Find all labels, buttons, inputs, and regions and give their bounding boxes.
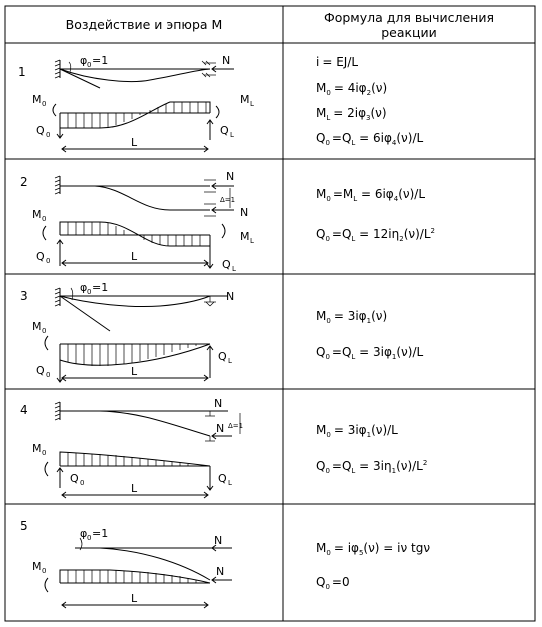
- row-4-diagram: [20, 397, 243, 498]
- svg-text:=1: =1: [92, 527, 109, 540]
- axial-force-label: N: [222, 54, 231, 67]
- formula-line: $M_0 = 3i\varphi_1(\nu)$: [316, 309, 388, 325]
- formula-line: $Q_0 =Q_L = 12i\eta_2(\nu)/L^2$: [316, 227, 435, 243]
- length-label: L: [131, 592, 138, 605]
- svg-text:Q: Q: [36, 250, 45, 263]
- svg-text:M: M: [32, 560, 42, 573]
- moment-diagram: [60, 102, 210, 128]
- row-4-formulas: [316, 423, 427, 475]
- svg-text:0: 0: [42, 567, 47, 575]
- row-1-formulas: [316, 55, 423, 147]
- deflection-curve: [60, 411, 210, 436]
- row-3-formulas: [316, 309, 423, 361]
- svg-text:Q: Q: [70, 472, 79, 485]
- formula-line: i = EJ/L: [316, 55, 359, 69]
- row-2-formulas: [316, 187, 435, 243]
- row-number: 4: [20, 403, 28, 417]
- axial-force-label: N: [226, 290, 235, 303]
- svg-text:Q: Q: [218, 472, 227, 485]
- displacement-label: Δ=1: [220, 196, 236, 204]
- row-number: 1: [18, 65, 26, 79]
- svg-text:0: 0: [42, 449, 47, 457]
- row-5-formulas: [316, 541, 430, 591]
- moment-diagram: [60, 452, 210, 466]
- fixed-support-icon: [55, 176, 60, 194]
- svg-text:M: M: [240, 230, 250, 243]
- moment-diagram: [60, 222, 210, 246]
- formula-line: $M_0 = 3i\varphi_1(\nu)/L$: [316, 423, 398, 439]
- svg-text:0: 0: [42, 215, 47, 223]
- formula-line: $M_0 = i\varphi_5(\nu) = i\nu$ tgν: [316, 541, 431, 557]
- moment-diagram: [60, 344, 210, 366]
- phi-label: φ: [80, 281, 88, 294]
- moment-arrow-icon: [43, 226, 46, 240]
- svg-text:0: 0: [87, 288, 92, 296]
- row-number: 5: [20, 519, 28, 533]
- displacement-label: Δ=1: [228, 422, 244, 430]
- header-right-title-line1: Формула для вычисления: [323, 10, 495, 25]
- svg-text:0: 0: [87, 534, 92, 542]
- svg-text:Q: Q: [220, 124, 229, 137]
- svg-text:L: L: [232, 265, 236, 273]
- length-label: L: [131, 482, 138, 495]
- header-right-title-line2: реакции: [381, 25, 437, 40]
- phi-label: φ: [80, 54, 88, 67]
- svg-text:M: M: [32, 442, 42, 455]
- svg-text:N: N: [216, 565, 225, 578]
- svg-text:0: 0: [46, 371, 51, 379]
- row-5-diagram: [20, 519, 232, 608]
- table-header: [66, 10, 494, 40]
- svg-text:Q: Q: [36, 124, 45, 137]
- roller-support-icon: [204, 180, 216, 216]
- row-1-diagram: [18, 54, 254, 152]
- svg-text:M: M: [32, 320, 42, 333]
- svg-text:0: 0: [42, 100, 47, 108]
- svg-text:M: M: [240, 93, 250, 106]
- moment-arrow-icon: [53, 104, 56, 116]
- svg-text:N: N: [240, 206, 249, 219]
- svg-text:0: 0: [42, 327, 47, 335]
- svg-text:0: 0: [87, 61, 92, 69]
- row-3-diagram: [20, 281, 234, 382]
- formula-line: $M_0 = 4i\varphi_2(\nu)$: [316, 81, 388, 97]
- formula-line: $Q_0 =Q_L = 6i\varphi_4(\nu)/L$: [316, 131, 424, 147]
- moment-arrow-icon: [222, 224, 225, 238]
- length-label: L: [131, 250, 138, 263]
- svg-text:M: M: [32, 93, 42, 106]
- svg-text:N: N: [216, 422, 225, 435]
- svg-text:0: 0: [46, 257, 51, 265]
- svg-text:=1: =1: [92, 54, 109, 67]
- deflection-curve: [60, 296, 210, 307]
- svg-text:N: N: [214, 397, 223, 410]
- moment-arrow-icon: [45, 462, 48, 476]
- deflection-curve: [60, 186, 210, 210]
- phi-label: φ: [80, 527, 88, 540]
- row-number: 3: [20, 289, 28, 303]
- svg-text:N: N: [226, 170, 235, 183]
- svg-text:0: 0: [80, 479, 85, 487]
- fixed-support-icon: [55, 60, 60, 78]
- row-number: 2: [20, 175, 28, 189]
- row-2-diagram: [20, 170, 254, 273]
- svg-text:Q: Q: [218, 350, 227, 363]
- svg-text:L: L: [230, 131, 234, 139]
- formula-line: $Q_0 =Q_L = 3i\eta_1(\nu)/L^2$: [316, 459, 428, 475]
- deflection-curve: [75, 548, 210, 580]
- svg-text:M: M: [32, 208, 42, 221]
- formula-line: $M_0 =M_L = 6i\varphi_4(\nu)/L$: [316, 187, 425, 203]
- moment-arrow-icon: [45, 578, 48, 592]
- svg-text:L: L: [228, 357, 232, 365]
- header-left-title: Воздействие и эпюра М: [65, 17, 223, 32]
- fixed-support-icon: [55, 402, 60, 420]
- svg-text:L: L: [250, 100, 254, 108]
- svg-text:N: N: [214, 534, 223, 547]
- length-label: L: [131, 136, 138, 149]
- svg-text:0: 0: [46, 131, 51, 139]
- formula-line: $Q_0 =0$: [316, 575, 350, 591]
- moment-arrow-icon: [216, 106, 219, 118]
- moment-arrow-icon: [45, 336, 48, 350]
- svg-text:L: L: [250, 237, 254, 245]
- formula-line: $M_L = 2i\varphi_3(\nu)$: [316, 106, 387, 122]
- svg-text:L: L: [228, 479, 232, 487]
- fixed-support-icon: [55, 288, 60, 306]
- svg-text:=1: =1: [92, 281, 109, 294]
- formula-line: $Q_0 =Q_L = 3i\varphi_1(\nu)/L$: [316, 345, 424, 361]
- length-label: L: [131, 365, 138, 378]
- svg-text:Q: Q: [222, 258, 231, 271]
- moment-diagram: [60, 570, 210, 583]
- svg-text:Q: Q: [36, 364, 45, 377]
